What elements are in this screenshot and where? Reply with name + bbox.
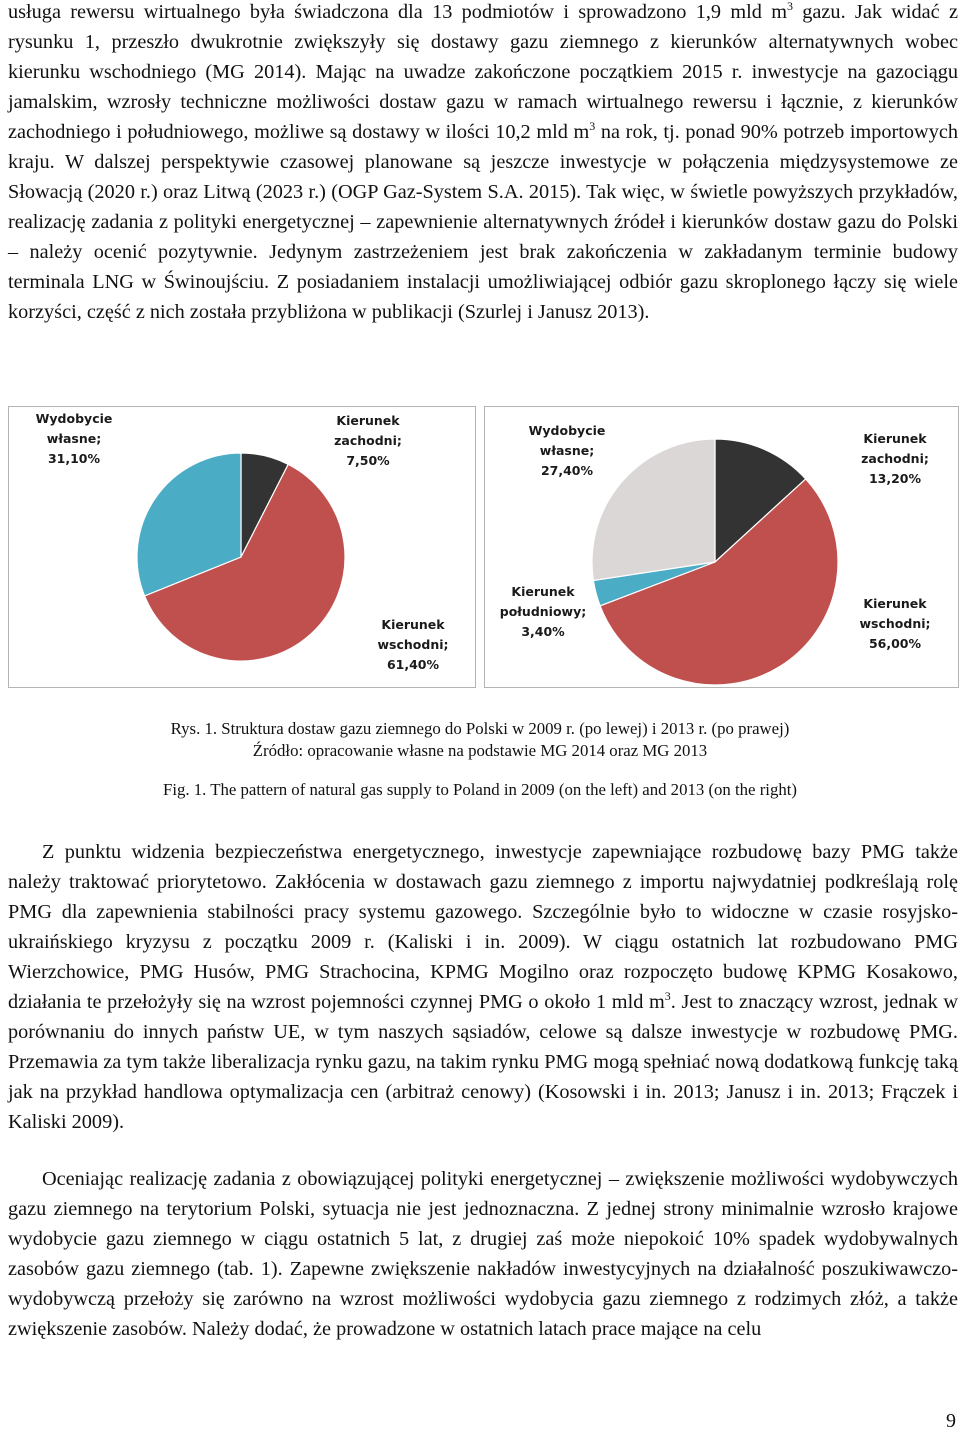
pie-label-line-poludniowy-2013: Kierunek: [511, 584, 575, 599]
pie-label-line-zachodni-2013: 13,20%: [868, 471, 922, 486]
paragraph-top: [8, 0, 958, 327]
pie-label-wlasne-2013: [529, 423, 606, 478]
figure-caption-en: Fig. 1. The pattern of natural gas supply to Poland in 2009 (on the left) and 2013 (on the right): [162, 780, 797, 799]
pie-label-line-wlasne-2013: 27,40%: [540, 463, 594, 478]
pie-label-line-wschodni-2013: Kierunek: [863, 596, 927, 611]
pie-label-line-wlasne-2013: własne;: [539, 443, 595, 458]
pie-label-line-zachodni-2009: 7,50%: [346, 453, 390, 468]
pie-chart-2009: [8, 406, 476, 688]
pie-label-line-wlasne-2009: 31,10%: [47, 451, 101, 466]
pie-label-wschodni-2013: [859, 596, 930, 651]
pie-label-line-wschodni-2009: Kierunek: [381, 617, 445, 632]
paragraph-top-text-1: usługa rewersu wirtualnego była świadczona dla 13 podmiotów i sprowadzono 1,9 mld m: [8, 1, 787, 23]
pie-label-line-wlasne-2009: własne;: [46, 431, 102, 446]
pie-label-line-wlasne-2013: Wydobycie: [528, 423, 606, 438]
pie-label-line-wschodni-2013: 56,00%: [868, 636, 922, 651]
pie-slice-wlasne-2013: [592, 439, 715, 580]
figure-caption-pl: Rys. 1. Struktura dostaw gazu ziemnego do Polski w 2009 r. (po lewej) i 2013 r. (po prawej): [170, 719, 790, 738]
figure-source: Źródło: opracowanie własne na podstawie MG 2014 oraz MG 2013: [252, 741, 708, 760]
paragraph-top-text-2: gazu. Jak widać z rysunku 1, przeszło dwukrotnie zwiększyły się dostawy gazu ziemnego z kierunków alternatywnych wobec kierunku wschodniego (MG 2014). Mając na uwadze zakończone początkiem 2015 r. inwestycje na gazociągu jamalskim, wzrosły techniczne możliwości dostaw gazu w ramach wirtualnego rewersu i łącznie, z kierunków zachodniego i południowego, możliwe są dostawy w ilości 10,2 mld m: [8, 1, 958, 143]
pie-label-zachodni-2013: [861, 431, 929, 486]
pie-label-wschodni-2009: [377, 617, 448, 672]
paragraph-middle: [8, 837, 958, 1137]
paragraph-middle-text-1: Z punktu widzenia bezpieczeństwa energetycznego, inwestycje zapewniające rozbudowę bazy PMG także należy traktować priorytetowo. Zakłócenia w dostawach gazu ziemnego z importu najwydatniej podkreślają rolę PMG dla zapewnienia stabilności pracy systemu gazowego. Szczególnie było to widoczne w czasie rosyjsko-ukraińskiego kryzysu z początku 2009 r. (Kaliski i in. 2009). W ciągu ostatnich lat rozbudowano PMG Wierzchowice, PMG Husów, PMG Strachocina, KPMG Mogilno oraz rozpoczęto budowę KPMG Kosakowo, działania te przełożyły się na wzrost pojemności czynnej PMG o około 1 mld m: [8, 841, 958, 1013]
pie-label-line-wschodni-2013: wschodni;: [859, 616, 931, 631]
superscript-cubic: 3: [786, 0, 793, 13]
pie-chart-2013: [484, 406, 959, 688]
paragraph-top-text-3: na rok, tj. ponad 90% potrzeb importowych kraju. W dalszej perspektywie czasowej planowane są jeszcze inwestycje w połączenia międzysystemowe ze Słowacją (2020 r.) oraz Litwą (2023 r.) (OGP Gaz-System S.A. 2015). Tak więc, w świetle powyższych przykładów, realizację zadania z polityki energetycznej – zapewnienie alternatywnych źródeł i kierunków dostaw gazu do Polski – należy ocenić pozytywnie. Jedynym zastrzeżeniem jest brak zakończenia w zakładanym terminie budowy terminala LNG w Świnoujściu. Z posiadaniem instalacji umożliwiającej odbiór gazu skroplonego łączy się wiele korzyści, część z nich została przybliżona w publikacji (Szurlej i Janusz 2013).: [8, 121, 958, 323]
pie-label-line-wschodni-2009: wschodni;: [377, 637, 449, 652]
pie-label-wlasne-2009: [36, 411, 113, 466]
pie-label-line-wlasne-2009: Wydobycie: [35, 411, 113, 426]
pie-label-poludniowy-2013: [500, 584, 587, 639]
pie-label-line-poludniowy-2013: 3,40%: [521, 624, 565, 639]
pie-label-zachodni-2009: [334, 413, 402, 468]
paragraph-middle-text-2: . Jest to znaczący wzrost, jednak w porównaniu do innych państw UE, w tym naszych sąsiadów, celowe są dalsze inwestycje w rozbudowę PMG. Przemawia za tym także liberalizacja rynku gazu, na takim rynku PMG mogą spełniać nową dodatkową funkcję taką jak na przykład handlowa optymalizacja cen (arbitraż cenowy) (Kosowski i in. 2013; Janusz i in. 2013; Frączek i Kaliski 2009).: [8, 991, 958, 1133]
page-number: 9: [946, 1410, 956, 1432]
pie-chart-2009-svg: [9, 407, 475, 687]
pie-chart-2013-svg: [485, 407, 958, 687]
paragraph-lower: Oceniając realizację zadania z obowiązującej polityki energetycznej – zwiększenie możliwości wydobywczych gazu ziemnego na terytorium Polski, sytuacja nie jest jednoznaczna. Z jednej strony minimalnie wzrosło krajowe wydobycie gazu ziemnego w ciągu ostatnich 5 lat, z drugiej zaś może niepokoić 10% spadek wydobywalnych zasobów gazu ziemnego (tab. 1). Zapewne zwiększenie nakładów inwestycyjnych na działalność poszukiwawczo-wydobywczą przełoży się zarówno na wzrost możliwości wydobycia gazu ziemnego z rodzimych złóż, a także zwiększenie zasobów. Należy dodać, że prowadzone w ostatnich latach prace mające na celu: [8, 1168, 958, 1340]
pie-label-line-zachodni-2013: Kierunek: [863, 431, 927, 446]
pie-label-line-zachodni-2009: Kierunek: [336, 413, 400, 428]
pie-label-line-poludniowy-2013: południowy;: [499, 604, 587, 619]
superscript-cubic: 3: [589, 119, 596, 133]
superscript-cubic: 3: [664, 989, 671, 1003]
pie-label-line-zachodni-2009: zachodni;: [334, 433, 402, 448]
pie-label-line-wschodni-2009: 61,40%: [386, 657, 440, 672]
pie-label-line-zachodni-2013: zachodni;: [861, 451, 929, 466]
